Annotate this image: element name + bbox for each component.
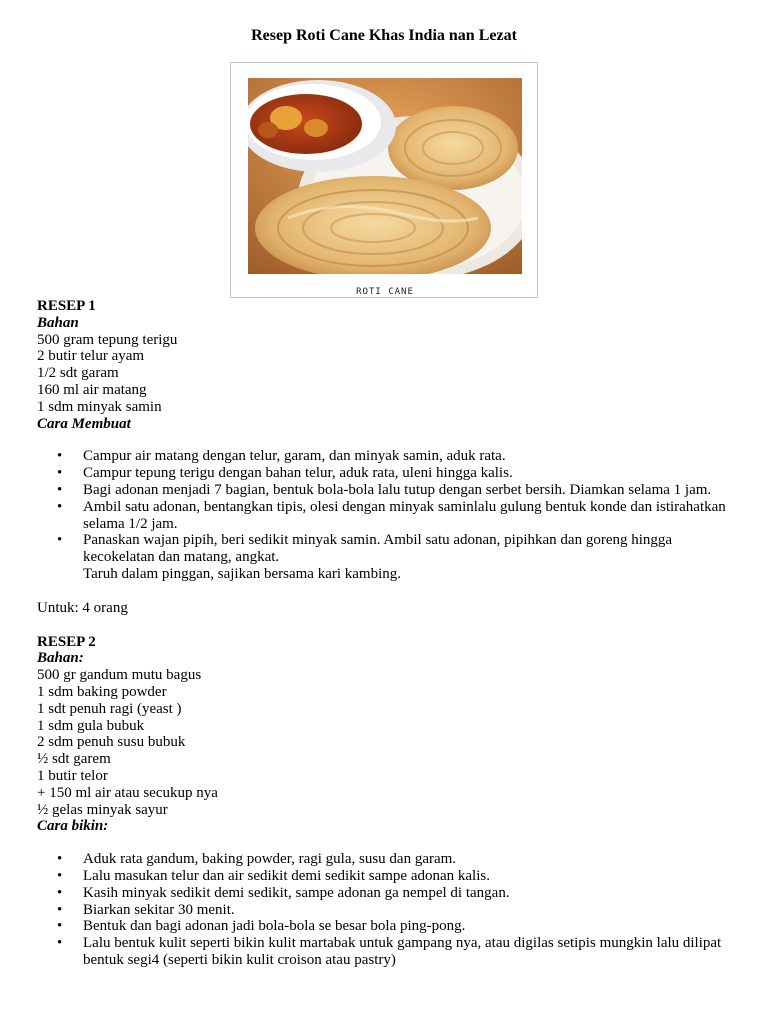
step-item: • Biarkan sekitar 30 menit. bbox=[37, 902, 737, 919]
ingredient-item: ½ sdt garem bbox=[37, 751, 111, 768]
ingredient-item: 1 sdm gula bubuk bbox=[37, 717, 145, 734]
step-item: • Panaskan wajan pipih, beri sedikit minyak samin. Ambil satu adonan, pipihkan dan goreng hingga kecokelatan dan matang, angkat. bbox=[37, 532, 737, 566]
ingredient-item: 500 gram tepung terigu bbox=[37, 331, 178, 348]
ingredient-item: 1 sdt penuh ragi (yeast ) bbox=[37, 700, 182, 717]
recipe-1-heading: RESEP 1 bbox=[37, 298, 96, 314]
recipe-2 bbox=[37, 634, 737, 969]
ingredient-item: 2 butir telur ayam bbox=[37, 348, 145, 365]
step-item: • Lalu bentuk kulit seperti bikin kulit martabak untuk gampang nya, atau digilas setipis mungkin lalu dilipat bentuk segi4 (seperti bikin kulit croison atau pastry) bbox=[37, 935, 737, 969]
step-note: Taruh dalam pinggan, sajikan bersama kari kambing. bbox=[83, 565, 402, 582]
ingredient-item: 1 sdm baking powder bbox=[37, 683, 167, 700]
ingredient-item: 1 butir telor bbox=[37, 767, 108, 784]
step-item: • Lalu masukan telur dan air sedikit demi sedikit sampe adonan kalis. bbox=[37, 868, 737, 885]
step-item: • Ambil satu adonan, bentangkan tipis, olesi dengan minyak saminlalu gulung bentuk konde dan istirahatkan selama 1/2 jam. bbox=[37, 499, 737, 533]
recipe-1-steps-label: Cara Membuat bbox=[37, 415, 131, 432]
food-photo bbox=[230, 62, 538, 298]
ingredient-item: 160 ml air matang bbox=[37, 381, 147, 398]
step-item: • Bentuk dan bagi adonan jadi bola-bola se besar bola ping-pong. bbox=[37, 918, 737, 935]
roti-cane-photo bbox=[248, 78, 522, 274]
photo-caption: ROTI CANE bbox=[356, 287, 414, 297]
recipe-1-steps bbox=[37, 448, 737, 566]
ingredient-item: + 150 ml air atau secukup nya bbox=[37, 784, 218, 801]
page-title: Resep Roti Cane Khas India nan Lezat bbox=[251, 27, 517, 44]
recipe-1 bbox=[37, 298, 737, 617]
recipe-2-steps-label: Cara bikin: bbox=[37, 818, 109, 835]
ingredient-item: ½ gelas minyak sayur bbox=[37, 801, 168, 818]
step-item: • Campur tepung terigu dengan bahan telur, aduk rata, uleni hingga kalis. bbox=[37, 465, 737, 482]
recipe-2-ingredients-label: Bahan: bbox=[37, 650, 84, 667]
ingredient-item: 1/2 sdt garam bbox=[37, 365, 119, 382]
ingredient-item: 1 sdm minyak samin bbox=[37, 398, 162, 415]
recipe-2-ingredients bbox=[37, 667, 737, 818]
recipe-2-heading: RESEP 2 bbox=[37, 633, 96, 650]
servings: Untuk: 4 orang bbox=[37, 599, 128, 616]
recipe-1-ingredients bbox=[37, 332, 737, 416]
step-item: • Bagi adonan menjadi 7 bagian, bentuk bola-bola lalu tutup dengan serbet bersih. Diamkan selama 1 jam. bbox=[37, 482, 737, 499]
recipe-1-ingredients-label: Bahan bbox=[37, 314, 79, 331]
recipe-2-steps bbox=[37, 851, 737, 969]
recipe-content bbox=[37, 298, 737, 969]
ingredient-item: 500 gr gandum mutu bagus bbox=[37, 667, 202, 684]
step-item: • Aduk rata gandum, baking powder, ragi gula, susu dan garam. bbox=[37, 851, 737, 868]
step-item: • Campur air matang dengan telur, garam, dan minyak samin, aduk rata. bbox=[37, 448, 737, 465]
step-item: • Kasih minyak sedikit demi sedikit, sampe adonan ga nempel di tangan. bbox=[37, 885, 737, 902]
ingredient-item: 2 sdm penuh susu bubuk bbox=[37, 734, 186, 751]
